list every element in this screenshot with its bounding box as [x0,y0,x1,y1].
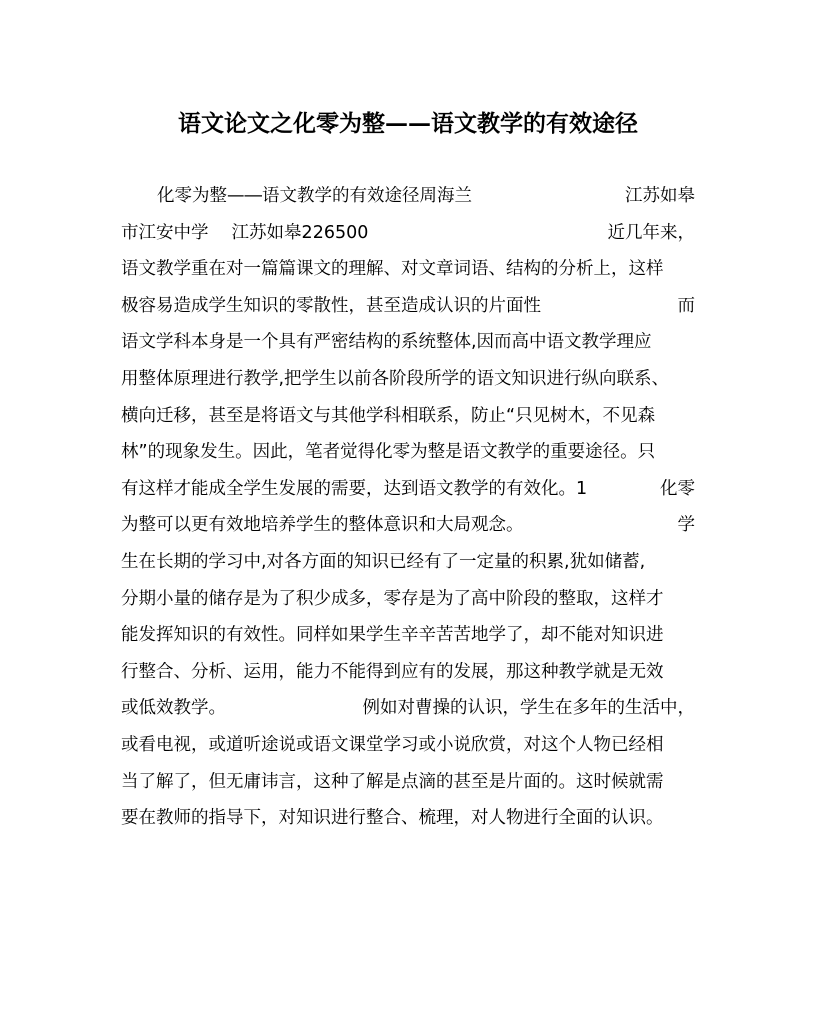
text-segment: 极容易造成学生知识的零散性，甚至造成认识的片面性 [121,295,541,316]
text-segment: 有这样才能成全学生发展的需要，达到语文教学的有效化。1 [121,478,588,499]
text-segment: 学 [677,515,695,536]
text-segment: 或低效教学。 [121,698,226,719]
text-line [121,581,695,618]
document-title: 语文论文之化零为整——语文教学的有效途径 [178,110,638,137]
text-line [121,324,695,361]
text-segment: 而 [677,295,695,316]
text-line [121,764,695,801]
text-segment: 化零 [660,478,695,499]
document-body [121,178,695,837]
text-segment: 行整合、分析、运用，能力不能得到应有的发展，那这种教学就是无效 [121,661,664,682]
text-line [121,507,695,544]
text-segment: 林”的现象发生。因此，笔者觉得化零为整是语文教学的重要途径。只 [121,442,656,463]
text-segment: 或看电视，或道听途说或语文课堂学习或小说欣赏，对这个人物已经相 [121,734,664,755]
text-segment: 当了解了，但无庸讳言，这种了解是点滴的甚至是片面的。这时候就需 [121,771,664,792]
text-segment: 用整体原理进行教学,把学生以前各阶段所学的语文知识进行纵向联系、 [121,368,670,389]
text-line [121,361,695,398]
text-segment: 能发挥知识的有效性。同样如果学生辛辛苦苦地学了，却不能对知识进 [121,625,664,646]
text-segment: 生在长期的学习中,对各方面的知识已经有了一定量的积累,犹如储蓄, [121,551,646,572]
text-segment: 语文教学重在对一篇篇课文的理解、对文章词语、结构的分析上，这样 [121,259,664,280]
text-line [121,617,695,654]
text-line [121,727,695,764]
text-line [121,544,695,581]
text-segment: 分期小量的储存是为了积少成多，零存是为了高中阶段的整取，这样才 [121,588,664,609]
text-line [121,434,695,471]
text-line [121,178,695,215]
text-segment: 近几年来， [607,222,695,243]
text-line [121,251,695,288]
text-line [121,690,695,727]
text-line [121,398,695,435]
text-segment: 为整可以更有效地培养学生的整体意识和大局观念。 [121,515,524,536]
text-segment: 市江安中学 江苏如皋226500 [121,222,369,243]
text-segment: 横向迁移，甚至是将语文与其他学科相联系，防止“只见树木，不见森 [121,405,656,426]
text-segment: 例如对曹操的认识，学生在多年的生活中， [362,698,695,719]
text-segment: 化零为整—―语文教学的有效途径周海兰 [157,186,472,206]
text-segment: 江苏如皋 [625,186,695,206]
text-line [121,654,695,691]
text-segment: 语文学科本身是一个具有严密结构的系统整体,因而高中语文教学理应 [121,332,652,353]
text-line [121,288,695,325]
text-segment: 要在教师的指导下，对知识进行整合、梳理，对人物进行全面的认识。 [121,808,664,829]
text-line [121,471,695,508]
text-line [121,800,695,837]
text-line [121,215,695,252]
